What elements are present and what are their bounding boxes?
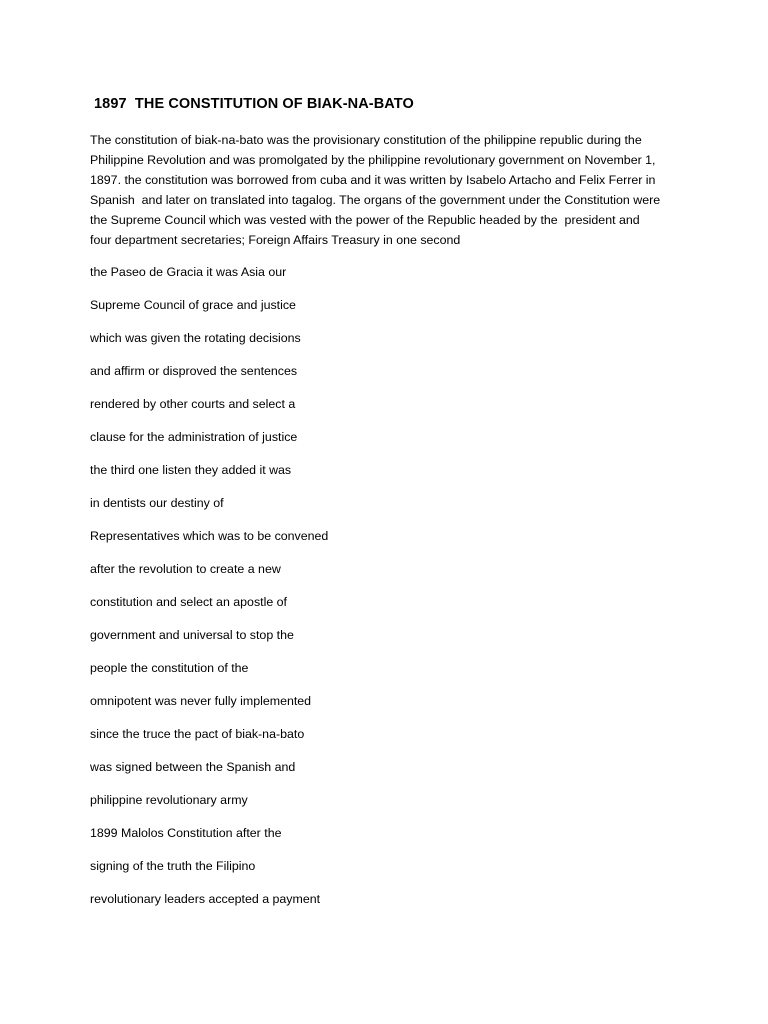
text-line: Supreme Council of grace and justice — [90, 298, 296, 312]
paragraph-line: Philippine Revolution and was promolgated by the philippine revolutionary government on November 1, — [90, 153, 656, 167]
text-line: constitution and select an apostle of — [90, 595, 288, 609]
text-line: omnipotent was never fully implemented — [90, 694, 312, 708]
text-line: philippine revolutionary army — [90, 793, 248, 807]
text-line: the third one listen they added it was — [90, 463, 292, 477]
intro-paragraph — [90, 130, 690, 250]
paragraph-line: The constitution of biak-na-bato was the provisionary constitution of the philippine republic during the — [90, 133, 642, 147]
text-line: Representatives which was to be convened — [90, 529, 329, 543]
text-line: signing of the truth the Filipino — [90, 859, 256, 873]
text-line: clause for the administration of justice — [90, 430, 298, 444]
text-line: in dentists our destiny of — [90, 496, 224, 510]
text-lines — [90, 262, 328, 922]
text-line: since the truce the pact of biak-na-bato — [90, 727, 305, 741]
text-line: was signed between the Spanish and — [90, 760, 296, 774]
text-line: after the revolution to create a new — [90, 562, 281, 576]
text-line: which was given the rotating decisions — [90, 331, 301, 345]
paragraph-line: Spanish and later on translated into tagalog. The organs of the government under the Constitution were — [90, 193, 661, 207]
paragraph-line: the Supreme Council which was vested with the power of the Republic headed by the president and — [90, 213, 640, 227]
document-title: 1897 THE CONSTITUTION OF BIAK-NA-BATO — [94, 96, 414, 112]
text-line: 1899 Malolos Constitution after the — [90, 826, 282, 840]
text-line: rendered by other courts and select a — [90, 397, 296, 411]
paragraph-line: four department secretaries; Foreign Affairs Treasury in one second — [90, 233, 461, 247]
text-line: people the constitution of the — [90, 661, 249, 675]
text-line: and affirm or disproved the sentences — [90, 364, 298, 378]
text-line: revolutionary leaders accepted a payment — [90, 892, 321, 906]
paragraph-line: 1897. the constitution was borrowed from cuba and it was written by Isabelo Artacho and Felix Ferrer in — [90, 173, 656, 187]
text-line: the Paseo de Gracia it was Asia our — [90, 265, 287, 279]
text-line: government and universal to stop the — [90, 628, 294, 642]
